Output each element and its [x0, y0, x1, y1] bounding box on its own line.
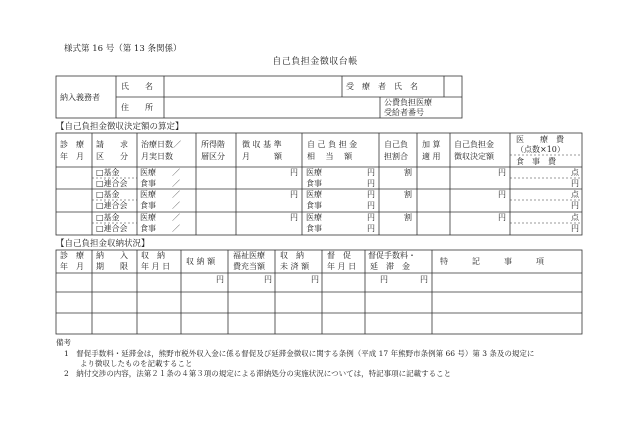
- yen-unit: 円: [380, 275, 388, 284]
- iryo-label: 医療: [306, 190, 322, 199]
- header-shuno-amount: 収 納 額: [186, 257, 216, 266]
- header-days-b: 月実日数: [141, 152, 173, 161]
- header-tokki: 特 記 事 項: [440, 257, 544, 266]
- iryo-days: 医療 ／: [140, 190, 180, 199]
- shokuji-days: 食事 ／: [140, 179, 180, 188]
- header-futan-b: 相 当 額: [307, 152, 353, 161]
- header-days-a: 治療日数／: [141, 140, 181, 149]
- iryo-label: 医療: [306, 168, 322, 177]
- header-shinryo-a: 診 療: [60, 140, 84, 149]
- checkbox-kikin[interactable]: □基金: [96, 213, 120, 222]
- notes-heading: 備考: [56, 338, 71, 347]
- yen-unit: 円: [216, 275, 224, 284]
- yen-unit: 円: [311, 275, 319, 284]
- header-shinryo-b: 年 月: [60, 152, 84, 161]
- note-2: 2 納付交渉の内容，法第２１条の４第３項の規定による滞納処分の実施状況については，特記事項に記載すること: [64, 369, 452, 378]
- header-entai-a: 督促手数料・: [368, 251, 416, 260]
- header-kijun-a: 徴 収 基 準: [242, 140, 282, 149]
- yen-unit: 円: [498, 190, 506, 199]
- header-kettei-b: 徴収決定額: [454, 152, 494, 161]
- header-tokusoku-b: 年 月 日: [327, 262, 357, 271]
- yen-unit: 円: [498, 213, 506, 222]
- yen-unit: 円: [498, 168, 506, 177]
- yen-unit: 円: [367, 213, 375, 222]
- yen-unit: 円: [290, 190, 298, 199]
- checkbox-kikin[interactable]: □基金: [96, 168, 120, 177]
- yen-unit: 円: [264, 275, 272, 284]
- iryo-label: 医療: [306, 213, 322, 222]
- yen-unit: 円: [571, 201, 579, 210]
- header-nonyu-a: 納 入: [96, 251, 128, 260]
- yen-unit: 円: [367, 201, 375, 210]
- page-title: 自己負担金徴収台帳: [272, 57, 358, 67]
- section-title-collection: 【自己負担金収納状況】: [56, 239, 150, 249]
- section-title-calculation: 【自己負担金徴収決定額の算定】: [56, 122, 184, 132]
- header-kettei-a: 自己負担金: [454, 140, 494, 149]
- header-iryohi-c: 食 事 費: [516, 157, 556, 166]
- yen-unit: 円: [290, 213, 298, 222]
- patient-name-label: 受 療 者 氏 名: [346, 82, 418, 91]
- ten-unit: 点: [571, 168, 579, 177]
- address-label: 住 所: [121, 103, 153, 112]
- header-income-a: 所得階: [201, 140, 225, 149]
- yen-unit: 円: [420, 275, 428, 284]
- header-ratio-a: 自己負: [384, 140, 408, 149]
- yen-unit: 円: [367, 190, 375, 199]
- yen-unit: 円: [367, 168, 375, 177]
- wari-unit: 割: [404, 168, 412, 177]
- ten-unit: 点: [571, 213, 579, 222]
- header-seikyu-b: 区 分: [96, 152, 128, 161]
- shokuji-label: 食事: [306, 179, 322, 188]
- name-label: 氏 名: [121, 82, 153, 91]
- header-kijun-b: 月 額: [242, 152, 282, 161]
- checkbox-rengokai[interactable]: □連合会: [96, 201, 128, 210]
- header-kasan-b: 適 用: [422, 152, 441, 161]
- header-iryohi-b: （点数×10）: [516, 145, 565, 154]
- header-income-b: 層区分: [201, 152, 225, 161]
- header-fukushi-a: 福祉医療: [233, 251, 265, 260]
- wari-unit: 割: [404, 190, 412, 199]
- header-fukushi-b: 費充当額: [233, 262, 265, 271]
- shokuji-label: 食事: [306, 201, 322, 210]
- iryo-days: 医療 ／: [140, 168, 180, 177]
- checkbox-kikin[interactable]: □基金: [96, 190, 120, 199]
- header-shuno-date-b: 年 月 日: [141, 262, 171, 271]
- yen-unit: 円: [367, 224, 375, 233]
- yen-unit: 円: [367, 179, 375, 188]
- header-nonyu-b: 期 限: [96, 262, 128, 271]
- checkbox-rengokai[interactable]: □連合会: [96, 224, 128, 233]
- checkbox-rengokai[interactable]: □連合会: [96, 179, 128, 188]
- yen-unit: 円: [571, 224, 579, 233]
- yen-unit: 円: [571, 179, 579, 188]
- header-seikyu-a: 請 求: [96, 140, 128, 149]
- header-shinryo-b: 年 月: [60, 262, 84, 271]
- iryo-days: 医療 ／: [140, 213, 180, 222]
- ten-unit: 点: [571, 190, 579, 199]
- shokuji-days: 食事 ／: [140, 224, 180, 233]
- shokuji-days: 食事 ／: [140, 201, 180, 210]
- note-1-cont: より徴収したものを記載すること: [80, 359, 193, 368]
- form-number: 様式第 16 号（第 13 条関係）: [64, 44, 182, 54]
- payer-label: 納入義務者: [60, 93, 100, 102]
- header-misai-a: 収 納: [280, 251, 304, 260]
- header-shinryo-a: 診 療: [60, 251, 84, 260]
- header-ratio-b: 担割合: [384, 152, 408, 161]
- beneficiary-number-label: 受給者番号: [384, 108, 424, 117]
- note-1: 1 督促手数料・延滞金は，熊野市税外収入金に係る督促及び延滞金徴収に関する条例（平成 17 年熊野市条例第 66 号）第 3 条及の規定に: [64, 349, 535, 358]
- header-tokusoku-a: 督 促: [327, 251, 351, 260]
- header-entai-b: 延 滞 金: [370, 262, 410, 271]
- header-kasan-a: 加 算: [422, 140, 441, 149]
- header-futan-a: 自 己 負 担 金: [307, 140, 358, 149]
- wari-unit: 割: [404, 213, 412, 222]
- shokuji-label: 食事: [306, 224, 322, 233]
- header-iryohi-a: 医 療 費: [516, 135, 564, 144]
- yen-unit: 円: [290, 168, 298, 177]
- beneficiary-label: 公費負担医療: [384, 98, 432, 107]
- header-shuno-date-a: 収 納: [141, 251, 165, 260]
- header-misai-b: 未 済 額: [280, 262, 310, 271]
